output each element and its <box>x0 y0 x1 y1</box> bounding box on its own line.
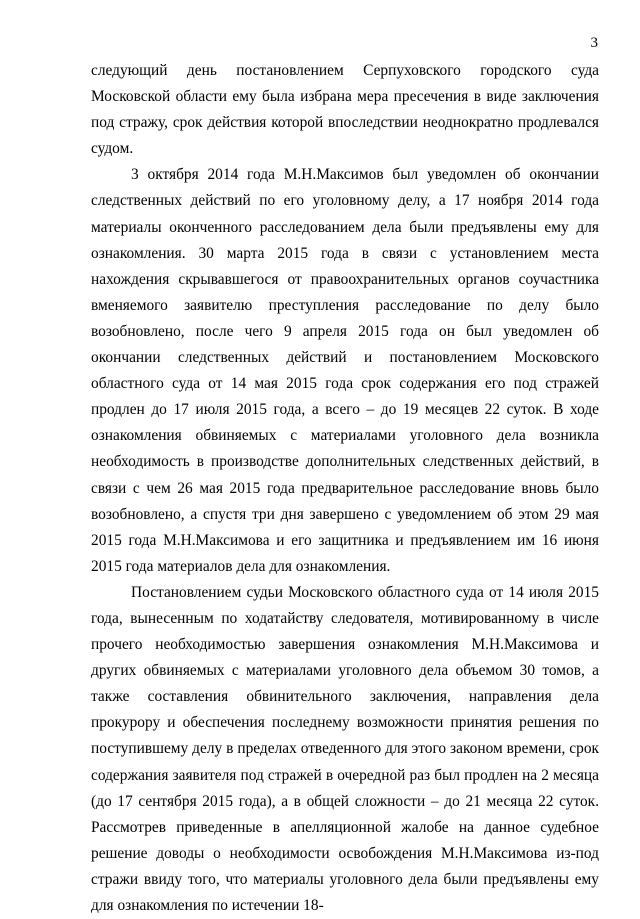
paragraph-continuation: следующий день постановлением Серпуховского городского суда Московской области ему была избрана мера пресечения в виде заключения под стражу, срок действия которой впоследствии неоднократно продлевался судом. <box>91 62 599 158</box>
page-number: 3 <box>590 35 598 51</box>
document-body <box>91 58 599 919</box>
paragraph-notification: 3 октября 2014 года М.Н.Максимов был уведомлен об окончании следственных действий по его уголовному делу, а 17 ноября 2014 года материалы оконченного расследованием дела были предъявлены ему для ознакомления. 30 марта 2015 года в связи с установлением места нахождения скрывавшегося от правоохранительных органов соучастника вменяемого заявителю преступления расследование по делу было возобновлено, после чего 9 апреля 2015 года он был уведомлен об окончании следственных действий и постановлением Московского областного суда от 14 мая 2015 года срок содержания его под стражей продлен до 17 июля 2015 года, а всего – до 19 месяцев 22 суток. В ходе ознакомления обвиняемых с материалами уголовного дела возникла необходимость в производстве дополнительных следственных действий, в связи с чем 26 мая 2015 года предварительное расследование вновь было возобновлено, а спустя три дня завершено с уведомлением об этом 29 мая 2015 года М.Н.Максимова и его защитника и предъявлением им 16 июня 2015 года материалов дела для ознакомления. <box>91 166 599 575</box>
paragraph-court-ruling: Постановлением судьи Московского областного суда от 14 июля 2015 года, вынесенным по ходатайству следователя, мотивированному в числе прочего необходимостью завершения ознакомления М.Н.Максимова и других обвиняемых с материалами уголовного дела объемом 30 томов, а также составления обвинительного заключения, направления дела прокурору и обеспечения последнему возможности принятия решения по поступившему делу в пределах отведенного для этого законом времени, срок содержания заявителя под стражей в очередной раз был продлен на 2 месяца (до 17 сентября 2015 года), а в общей сложности – до 21 месяца 22 суток. Рассмотрев приведенные в апелляционной жалобе на данное судебное решение доводы о необходимости освобождения М.Н.Максимова из-под стражи ввиду того, что материалы уголовного дела были предъявлены ему для ознакомления по истечении 18- <box>91 583 599 914</box>
